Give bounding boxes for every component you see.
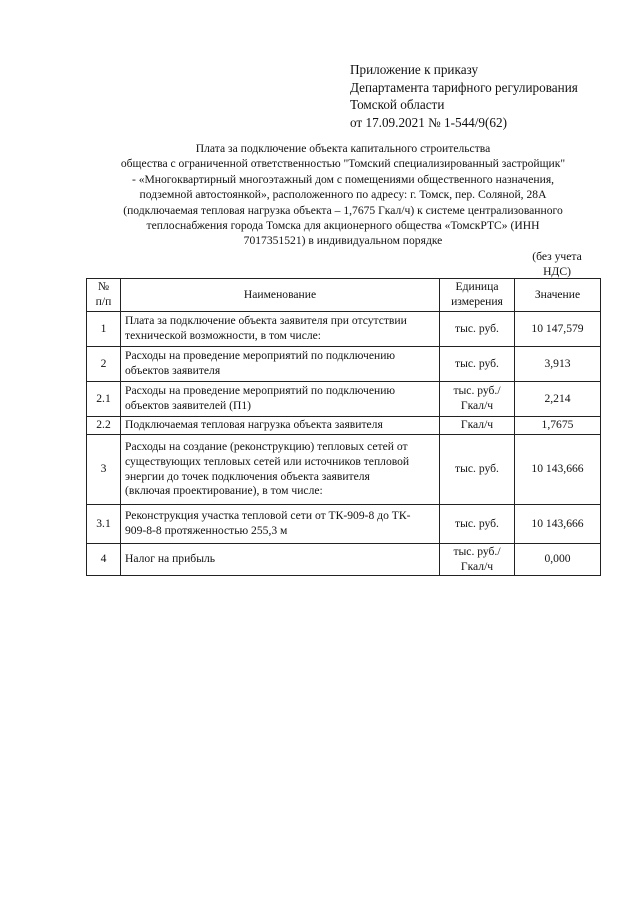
row-unit-line: Гкал/ч bbox=[460, 399, 494, 412]
table-row bbox=[87, 435, 601, 505]
row-unit bbox=[440, 544, 515, 576]
row-name-line: технической возможности, в том числе: bbox=[125, 329, 322, 342]
title-line-1: Плата за подключение объекта капитального строительства bbox=[195, 142, 491, 155]
row-value: 0,000 bbox=[515, 544, 601, 576]
title-line-6: теплоснабжения города Томска для акционерного общества «ТомскРТС» (ИНН bbox=[146, 219, 540, 233]
row-unit: тыс. руб. bbox=[440, 347, 515, 382]
appendix-line-3: Томской области bbox=[350, 97, 445, 112]
table-row bbox=[87, 505, 601, 544]
row-num: 2 bbox=[87, 347, 121, 382]
header-num-line-1: № bbox=[97, 280, 110, 294]
appendix-line-4: от 17.09.2021 № 1-544/9(62) bbox=[350, 114, 507, 130]
row-value: 10 147,579 bbox=[515, 312, 601, 347]
row-num: 1 bbox=[87, 312, 121, 347]
row-name-line: существующих тепловых сетей или источников тепловой bbox=[125, 454, 410, 468]
row-name-line: 909-8-8 протяженностью 255,3 м bbox=[125, 524, 288, 537]
appendix-line-1: Приложение к приказу bbox=[350, 62, 479, 77]
header-unit bbox=[440, 279, 515, 312]
row-name bbox=[121, 312, 440, 347]
row-value: 10 143,666 bbox=[515, 435, 601, 505]
table-row bbox=[87, 544, 601, 576]
row-name-line: энергии до точек подключения объекта заявителя bbox=[125, 469, 370, 483]
tariff-table bbox=[86, 278, 601, 576]
row-name bbox=[121, 505, 440, 544]
title-line-7: 7017351521) в индивидуальном порядке bbox=[243, 234, 443, 248]
vat-note-line-1: (без учета bbox=[532, 250, 582, 263]
row-name-line: Расходы на проведение мероприятий по подключению bbox=[125, 349, 396, 363]
row-num: 4 bbox=[87, 544, 121, 576]
row-num: 2.1 bbox=[87, 382, 121, 417]
vat-note-line-2: НДС) bbox=[543, 265, 571, 279]
row-name-line: (включая проектирование), в том числе: bbox=[125, 484, 323, 498]
header-num bbox=[87, 279, 121, 312]
row-num: 3 bbox=[87, 435, 121, 505]
row-name bbox=[121, 435, 440, 505]
row-name-line: Расходы на проведение мероприятий по подключению bbox=[125, 384, 396, 398]
row-unit-line: тыс. руб./ bbox=[453, 545, 501, 558]
document-title bbox=[86, 141, 600, 249]
header-value: Значение bbox=[515, 279, 601, 312]
title-line-5: (подключаемая тепловая нагрузка объекта – 1,7675 Гкал/ч) к системе централизованного bbox=[123, 203, 563, 217]
row-name bbox=[121, 382, 440, 417]
row-name-line: объектов заявителя bbox=[125, 364, 221, 377]
row-unit: тыс. руб. bbox=[440, 435, 515, 505]
title-line-3: - «Многоквартирный многоэтажный дом с помещениями общественного назначения, bbox=[131, 172, 555, 186]
row-value: 1,7675 bbox=[515, 417, 601, 435]
row-unit: тыс. руб. bbox=[440, 505, 515, 544]
header-unit-line-2: измерения bbox=[451, 295, 503, 308]
appendix-header bbox=[350, 61, 610, 131]
appendix-line-2: Департамента тарифного регулирования bbox=[350, 79, 578, 95]
row-value: 2,214 bbox=[515, 382, 601, 417]
row-value: 10 143,666 bbox=[515, 505, 601, 544]
row-name-line: Расходы на создание (реконструкцию) тепловых сетей от bbox=[125, 440, 408, 454]
table-row bbox=[87, 417, 601, 435]
row-name: Подключаемая тепловая нагрузка объекта заявителя bbox=[121, 417, 440, 435]
vat-note bbox=[524, 249, 590, 280]
row-name bbox=[121, 347, 440, 382]
table-row bbox=[87, 382, 601, 417]
title-line-4: подземной автостоянкой», расположенного по адресу: г. Томск, пер. Соляной, 28А bbox=[139, 188, 547, 202]
row-unit bbox=[440, 382, 515, 417]
row-num: 2.2 bbox=[87, 417, 121, 435]
row-unit: Гкал/ч bbox=[440, 417, 515, 435]
row-name: Налог на прибыль bbox=[121, 544, 440, 576]
row-unit-line: тыс. руб./ bbox=[453, 384, 501, 398]
header-unit-line-1: Единица bbox=[455, 280, 499, 294]
row-name-line: Реконструкция участка тепловой сети от ТК-909-8 до ТК- bbox=[125, 509, 411, 523]
table-row bbox=[87, 347, 601, 382]
row-value: 3,913 bbox=[515, 347, 601, 382]
header-num-line-2: п/п bbox=[95, 295, 112, 308]
row-name-line: Плата за подключение объекта заявителя при отсутствии bbox=[125, 314, 407, 328]
title-line-2: общества с ограниченной ответственностью "Томский специализированный застройщик" bbox=[120, 157, 566, 171]
row-unit-line: Гкал/ч bbox=[460, 559, 494, 573]
row-name-line: объектов заявителей (П1) bbox=[125, 399, 251, 412]
table-row bbox=[87, 312, 601, 347]
header-name: Наименование bbox=[121, 279, 440, 312]
row-num: 3.1 bbox=[87, 505, 121, 544]
row-unit: тыс. руб. bbox=[440, 312, 515, 347]
table-header-row bbox=[87, 279, 601, 312]
